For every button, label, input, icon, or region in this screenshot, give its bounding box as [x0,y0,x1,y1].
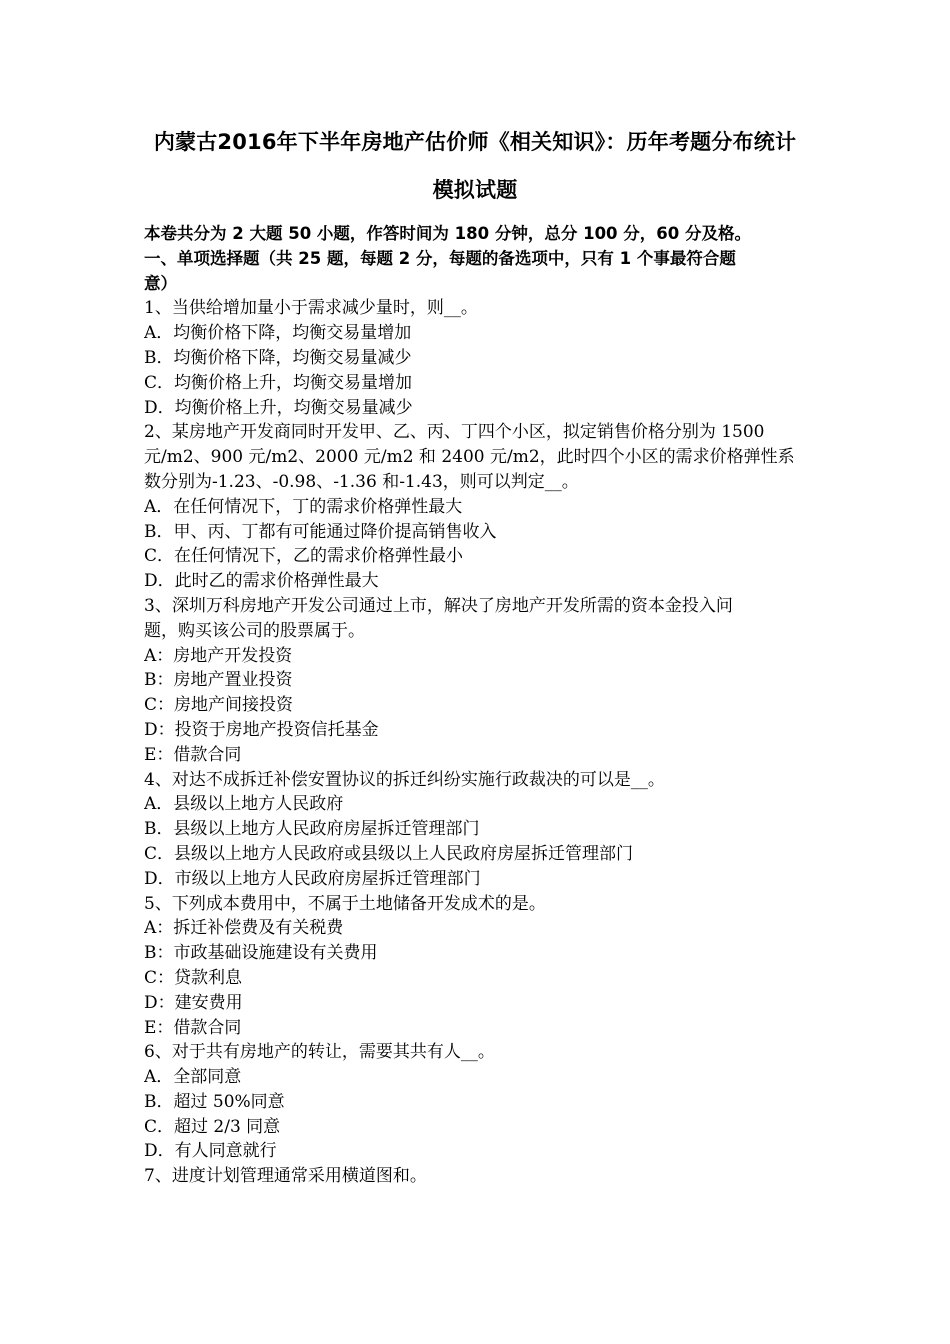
question-line: 7、进度计划管理通常采用横道图和。 [144,1166,427,1187]
question-line: B．均衡价格下降，均衡交易量减少 [144,347,412,368]
question-line: E：借款合同 [144,1017,242,1038]
question-line: A．全部同意 [144,1067,242,1088]
question-line: C：贷款利息 [144,967,243,988]
question-line: A：房地产开发投资 [144,645,293,666]
question-line: D．市级以上地方人民政府房屋拆迁管理部门 [144,868,481,889]
question-line: D．有人同意就行 [144,1141,277,1162]
question-line: C：房地产间接投资 [144,695,294,716]
question-line: 4、对达不成拆迁补偿安置协议的拆迁纠纷实施行政裁决的可以是__。 [144,769,665,790]
question-line: 3、深圳万科房地产开发公司通过上市，解决了房地产开发所需的资本金投入问 [144,595,733,616]
question-line: C．均衡价格上升，均衡交易量增加 [144,372,413,393]
question-line: B：房地产置业投资 [144,670,293,691]
question-line: D：建安费用 [144,992,243,1013]
question-line: 题，购买该公司的股票属于。 [144,620,365,641]
question-line: A．在任何情况下，丁的需求价格弹性最大 [144,496,463,517]
question-line: 2、某房地产开发商同时开发甲、乙、丙、丁四个小区，拟定销售价格分别为 1500 [144,422,765,443]
section-heading-line: 本卷共分为 2 大题 50 小题，作答时间为 180 分钟，总分 100 分，60 分及格。 [144,224,751,243]
question-line: B：市政基础设施建设有关费用 [144,943,378,964]
question-line: 6、对于共有房地产的转让，需要其共有人__。 [144,1042,495,1063]
question-line: C．县级以上地方人民政府或县级以上人民政府房屋拆迁管理部门 [144,843,634,864]
question-line: B．县级以上地方人民政府房屋拆迁管理部门 [144,819,480,840]
question-line: A：拆迁补偿费及有关税费 [144,918,344,939]
document-title: 内蒙古2016年下半年房地产估价师《相关知识》：历年考题分布统计 [153,130,797,154]
question-line: B．超过 50%同意 [144,1091,285,1112]
question-line: C．超过 2/3 同意 [144,1116,281,1137]
question-line: 1、当供给增加量小于需求减少量时，则__。 [144,298,478,319]
question-line: C．在任何情况下，乙的需求价格弹性最小 [144,546,464,567]
section-heading-line: 意） [144,273,177,293]
question-line: D：投资于房地产投资信托基金 [144,719,379,740]
document-subtitle: 模拟试题 [432,178,518,202]
question-line: A．县级以上地方人民政府 [144,794,344,815]
question-line: 5、下列成本费用中，不属于土地储备开发成术的是。 [144,893,546,914]
document-body [144,222,816,1189]
question-line: D．均衡价格上升，均衡交易量减少 [144,397,413,418]
question-line: 元/m2、900 元/m2、2000 元/m2 和 2400 元/m2，此时四个小区的需求价格弹性系 [144,447,795,468]
question-line: E：借款合同 [144,744,242,765]
question-line: B．甲、丙、丁都有可能通过降价提高销售收入 [144,521,497,542]
section-heading-line: 一、单项选择题（共 25 题，每题 2 分，每题的备选项中，只有 1 个事最符合题 [144,248,736,268]
question-line: A．均衡价格下降，均衡交易量增加 [144,323,412,344]
question-line: 数分别为-1.23、-0.98、-1.36 和-1.43，则可以判定__。 [144,471,579,492]
question-line: D．此时乙的需求价格弹性最大 [144,571,379,592]
